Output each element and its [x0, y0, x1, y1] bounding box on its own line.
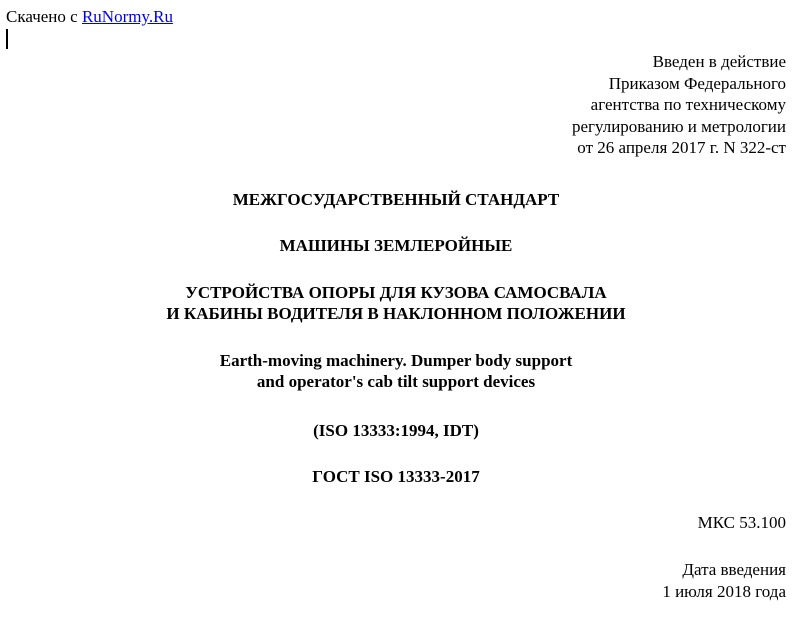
enactment-block [572, 51, 786, 159]
devices-heading-line: И КАБИНЫ ВОДИТЕЛЯ В НАКЛОННОМ ПОЛОЖЕНИИ [166, 304, 626, 323]
mks-code: МКС 53.100 [697, 513, 786, 532]
text-caret [6, 29, 8, 49]
machines-heading: МАШИНЫ ЗЕМЛЕРОЙНЫЕ [279, 236, 513, 255]
devices-heading-line: УСТРОЙСТВА ОПОРЫ ДЛЯ КУЗОВА САМОСВАЛА [185, 283, 607, 302]
introduction-date-block [662, 559, 786, 602]
runormy-link[interactable]: RuNormy.Ru [81, 7, 173, 26]
introduction-label: Дата введения [682, 560, 786, 579]
iso-reference: (ISO 13333:1994, IDT) [313, 421, 479, 440]
enactment-line: Введен в действие [652, 52, 786, 71]
enactment-line: от 26 апреля 2017 г. N 322-ст [577, 138, 786, 157]
english-title-line: and operator's cab tilt support devices [256, 372, 536, 391]
interstate-standard-heading: МЕЖГОСУДАРСТВЕННЫЙ СТАНДАРТ [232, 190, 560, 209]
english-title [0, 350, 792, 392]
source-prefix: Скачено с [6, 7, 82, 26]
introduction-date: 1 июля 2018 года [662, 581, 786, 601]
enactment-line: агентства по техническому [590, 95, 786, 114]
enactment-line: Приказом Федерального [608, 73, 786, 93]
english-title-line: Earth-moving machinery. Dumper body support [219, 351, 573, 370]
source-line [6, 7, 173, 27]
enactment-line: регулированию и метрологии [571, 116, 786, 136]
gost-designation: ГОСТ ISO 13333-2017 [312, 467, 480, 486]
devices-heading [0, 282, 792, 324]
